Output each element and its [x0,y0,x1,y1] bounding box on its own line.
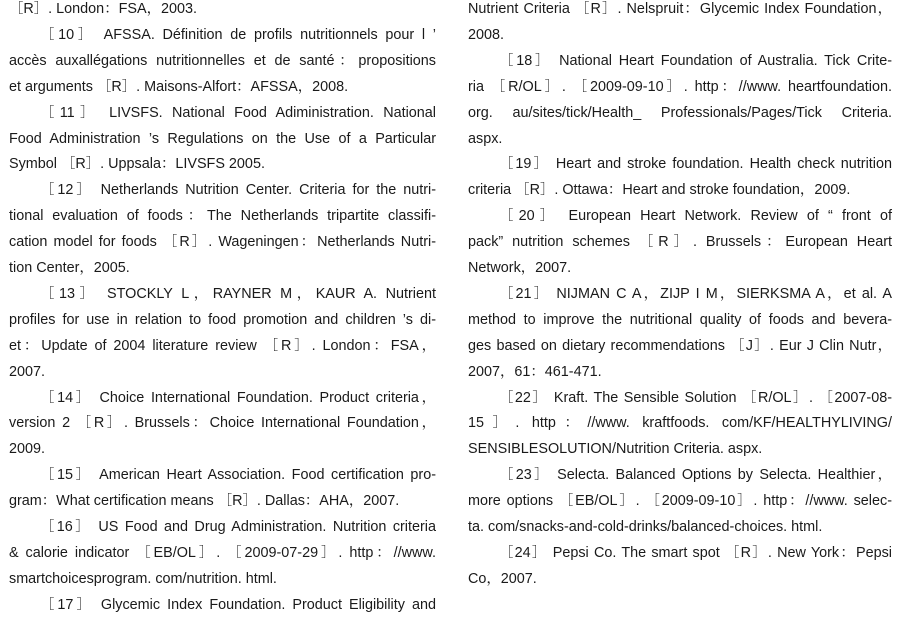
reference-line: ［11］ LIVSFS. National Food Adiministration. National [40,104,436,121]
reference-line: 15］. http：//www. kraftfoods. com/KF/HEALTHYLIVING/ [468,415,892,432]
reference-line: 2007. [9,363,46,380]
reference-line: org. au/sites/tick/Health_ Professionals/Pages/Tick Criteria. [468,104,892,121]
reference-line: 2008. [468,26,505,43]
reference-line: aspx. [468,130,503,147]
reference-line: ［20］ European Heart Network. Review of “ front of [499,208,892,225]
reference-line: more options ［EB/OL］. ［2009-09-10］. http：//www. selec- [468,493,892,510]
reference-line: tion Center，2005. [9,260,130,276]
reference-line: ［23］ Selecta. Balanced Options by Selecta. Healthier， [499,467,892,484]
reference-line: ria ［R/OL］. ［2009-09-10］. http：//www. heartfoundation. [468,78,892,95]
reference-line: ［14］ Choice International Foundation. Product criteria， [40,389,436,406]
reference-line: profiles for use in relation to food promotion and children ’s di- [9,311,436,328]
reference-line: accès auxallégations nutritionnelles et de santé：propositions [9,52,436,69]
reference-line: smartchoicesprogram. com/nutrition. html. [9,570,277,587]
reference-line: ［24］ Pepsi Co. The smart spot ［R］. New York：Pepsi [499,544,892,561]
reference-line: 2009. [9,441,46,458]
reference-line: ［19］ Heart and stroke foundation. Health check nutrition [499,156,892,173]
reference-line: ［15］ American Heart Association. Food certification pro- [40,467,436,484]
reference-line: ［17］ Glycemic Index Foundation. Product Eligibility and [40,596,436,613]
reference-line: Co，2007. [468,570,537,587]
reference-line: ［R］. London：FSA，2003. [9,1,197,17]
reference-line: Nutrient Criteria ［R］. Nelspruit：Glycemic Index Foundation， [468,1,892,17]
reference-line: 2007，61：461-471. [468,363,602,380]
reference-line: ［10］ AFSSA. Définition de profils nutritionnels pour l ’ [40,26,436,43]
reference-line: ［18］ National Heart Foundation of Australia. Tick Crite- [499,52,892,69]
reference-line: pack” nutrition schemes ［R］. Brussels：European Heart [468,234,892,251]
reference-line: et arguments ［R］. Maisons-Alfort：AFSSA，2008. [9,78,349,95]
reference-line: Symbol ［R］. Uppsala：LIVSFS 2005. [9,156,265,173]
reference-line: Network，2007. [468,260,572,276]
reference-line: version 2 ［R］. Brussels：Choice International Foundation， [9,415,436,432]
reference-line: cation model for foods ［R］. Wageningen：Netherlands Nutri- [9,234,436,251]
reference-line: criteria ［R］. Ottawa：Heart and stroke foundation，2009. [468,182,851,199]
reference-line: et：Update of 2004 literature review ［R］. London：FSA， [9,337,436,354]
reference-line: ta. com/snacks-and-cold-drinks/balanced-choices. html. [468,519,823,535]
reference-line: ［16］ US Food and Drug Administration. Nutrition criteria [40,519,436,535]
reference-line: ［13］ STOCKLY L，RAYNER M，KAUR A. Nutrient [40,285,436,302]
reference-line: gram：What certification means ［R］. Dallas：AHA，2007. [9,493,400,510]
reference-line: & calorie indicator ［EB/OL］. ［2009-07-29］. http：//www. [9,544,436,561]
reference-line: SENSIBLESOLUTION/Nutrition Criteria. aspx. [468,441,763,458]
reference-line: ges based on dietary recommendations ［J］. Eur J Clin Nutr， [468,337,892,354]
reference-line: Food Administration ’s Regulations on the Use of a Particular [9,130,436,147]
reference-line: ［12］ Netherlands Nutrition Center. Criteria for the nutri- [40,182,436,199]
reference-line: ［21］ NIJMAN C A，ZIJP I M，SIERKSMA A，et al. A [499,285,892,302]
reference-line: method to improve the nutritional quality of foods and bevera- [468,311,892,328]
reference-line: ［22］ Kraft. The Sensible Solution ［R/OL］. ［2007-08- [499,389,892,406]
reference-line: tional evaluation of foods：The Netherlands tripartite classifi- [9,208,436,225]
